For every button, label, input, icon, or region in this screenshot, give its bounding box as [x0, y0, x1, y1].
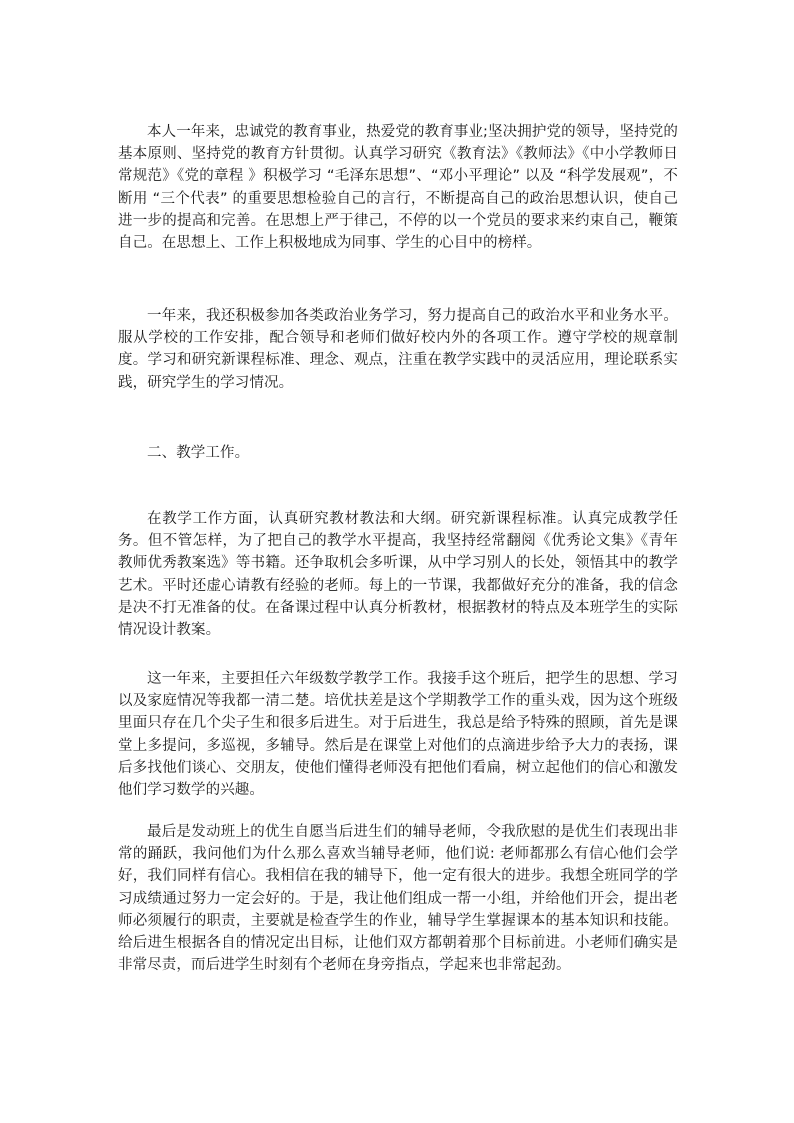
section-heading-teaching-work: 二、教学工作。: [147, 445, 250, 461]
paragraph-grade-six-math: 这一年来，主要担任六年级数学教学工作。我接手这个班后，把学生的思想、学习以及家庭情况等我都一清二楚。培优扶差是这个学期教学工作的重头戏，因为这个班级里面只存在几个尖子生和很多后进生。对于后进生，我总是给予特殊的照顾，首先是课堂上多提问，多巡视，多辅导。然后是在课堂上对他们的点滴进步给予大力的表扬，课后多找他们谈心、交朋友，使他们懂得老师没有把他们看扁，树立起他们的信心和激发他们学习数学的兴趣。: [118, 671, 678, 799]
paragraph-political-thought: 本人一年来，忠诚党的教育事业，热爱党的教育事业;坚决拥护党的领导，坚持党的基本原则、坚持党的教育方针贯彻。认真学习研究《教育法》《教师法》《中小学教师日常规范》《党的章程 》积极学习 “毛泽东思想”、“邓小平理论” 以及 “科学发展观”，不断用 “三个代表” 的重要思想检验自己的言行，不断提高自己的政治思想认识，使自己进一步的提高和完善。在思想上严于律己，不停的以一个党员的要求来约束自己，鞭策自己。在思想上、工作上积极地成为同事、学生的心目中的榜样。: [118, 124, 678, 252]
paragraph-peer-tutoring: 最后是发动班上的优生自愿当后进生们的辅导老师，令我欣慰的是优生们表现出非常的踊跃，我问他们为什么那么喜欢当辅导老师，他们说: 老师都那么有信心他们会学好，我们同样有信心。我相信在我的辅导下，他一定有很大的进步。我想全班同学的学习成绩通过努力一定会好的。于是，我让他们组成一帮一小组，并给他们开会，提出老师必须履行的职责，主要就是检查学生的作业，辅导学生掌握课本的基本知识和技能。给后进生根据各自的情况定出目标，让他们双方都朝着那个目标前进。小老师们确实是非常尽责，而后进学生时刻有个老师在身旁指点，学起来也非常起劲。: [118, 824, 678, 974]
paragraph-political-study: 一年来，我还积极参加各类政治业务学习，努力提高自己的政治水平和业务水平。服从学校的工作安排，配合领导和老师们做好校内外的各项工作。遵守学校的规章制度。学习和研究新课程标准、理念、观点，注重在教学实践中的灵活应用，理论联系实践，研究学生的学习情况。: [118, 308, 678, 391]
paragraph-teaching-methods: 在教学工作方面，认真研究教材教法和大纲。研究新课程标准。认真完成教学任务。但不管怎样，为了把自己的教学水平提高，我坚持经常翻阅《优秀论文集》《青年教师优秀教案选》等书籍。还争取机会多听课，从中学习别人的长处，领悟其中的教学艺术。平时还虚心请教有经验的老师。每上的一节课，我都做好充分的准备，我的信念是决不打无准备的仗。在备课过程中认真分析教材，根据教材的特点及本班学生的实际情况设计教案。: [118, 511, 678, 639]
